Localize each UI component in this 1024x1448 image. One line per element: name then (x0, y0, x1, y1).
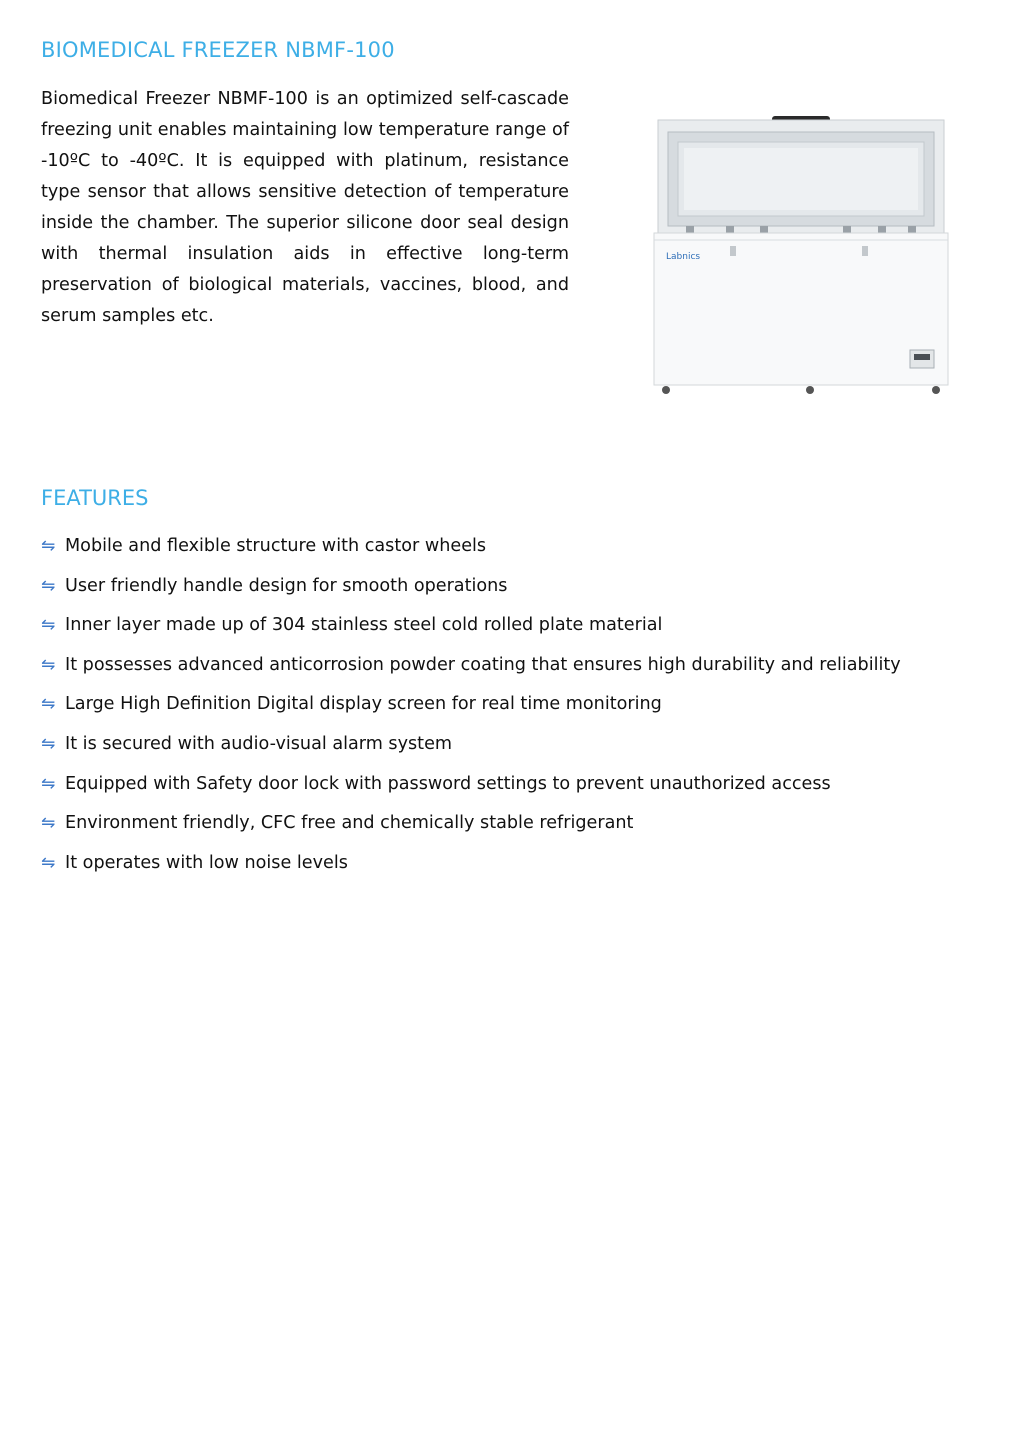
page-title: BIOMEDICAL FREEZER NBMF-100 (41, 38, 395, 62)
double-arrow-icon: ⇋ (41, 536, 56, 556)
features-list (41, 531, 1001, 887)
double-arrow-icon: ⇋ (41, 654, 56, 675)
feature-text: Large High Definition Digital display screen for real time monitoring (65, 694, 662, 715)
double-arrow-icon: ⇋ (41, 852, 56, 873)
brand-logo: Labnics (666, 252, 701, 262)
intro-paragraph: Biomedical Freezer NBMF-100 is an optimized self-cascade freezing unit enables maintaining low temperature range of -10ºC to -40ºC. It is equipped with platinum, resistance type sensor that allows sensitive detection of temperature inside the chamber. The superior silicone door seal design with thermal insulation aids in effective long-term preservation of biological materials, vaccines, blood, and serum samples etc. (41, 89, 569, 326)
double-arrow-icon: ⇋ (41, 615, 56, 636)
double-arrow-icon: ⇋ (41, 813, 56, 834)
list-item (41, 571, 1001, 611)
list-item (41, 610, 1001, 650)
double-arrow-icon: ⇋ (41, 575, 56, 596)
feature-text: It possesses advanced anticorrosion powder coating that ensures high durability and reliability (65, 654, 901, 675)
feature-text: It is secured with audio-visual alarm system (65, 733, 453, 754)
feature-text: User friendly handle design for smooth operations (65, 575, 508, 596)
feature-text: It operates with low noise levels (65, 852, 348, 873)
list-item (41, 808, 1001, 848)
feature-text: Environment friendly, CFC free and chemically stable refrigerant (65, 813, 634, 834)
list-item (41, 729, 1001, 769)
features-heading: FEATURES (41, 486, 149, 510)
list-item (41, 769, 1001, 809)
double-arrow-icon: ⇋ (41, 733, 56, 754)
feature-text: Mobile and flexible structure with castor wheels (65, 536, 487, 556)
double-arrow-icon: ⇋ (41, 773, 56, 794)
feature-text: Inner layer made up of 304 stainless steel cold rolled plate material (65, 615, 663, 636)
list-item (41, 531, 1001, 571)
double-arrow-icon: ⇋ (41, 694, 56, 715)
list-item (41, 848, 1001, 888)
list-item (41, 689, 1001, 729)
list-item (41, 650, 1001, 690)
chest-freezer-image (648, 112, 952, 396)
product-image (648, 112, 952, 396)
feature-text: Equipped with Safety door lock with password settings to prevent unauthorized access (65, 773, 831, 794)
